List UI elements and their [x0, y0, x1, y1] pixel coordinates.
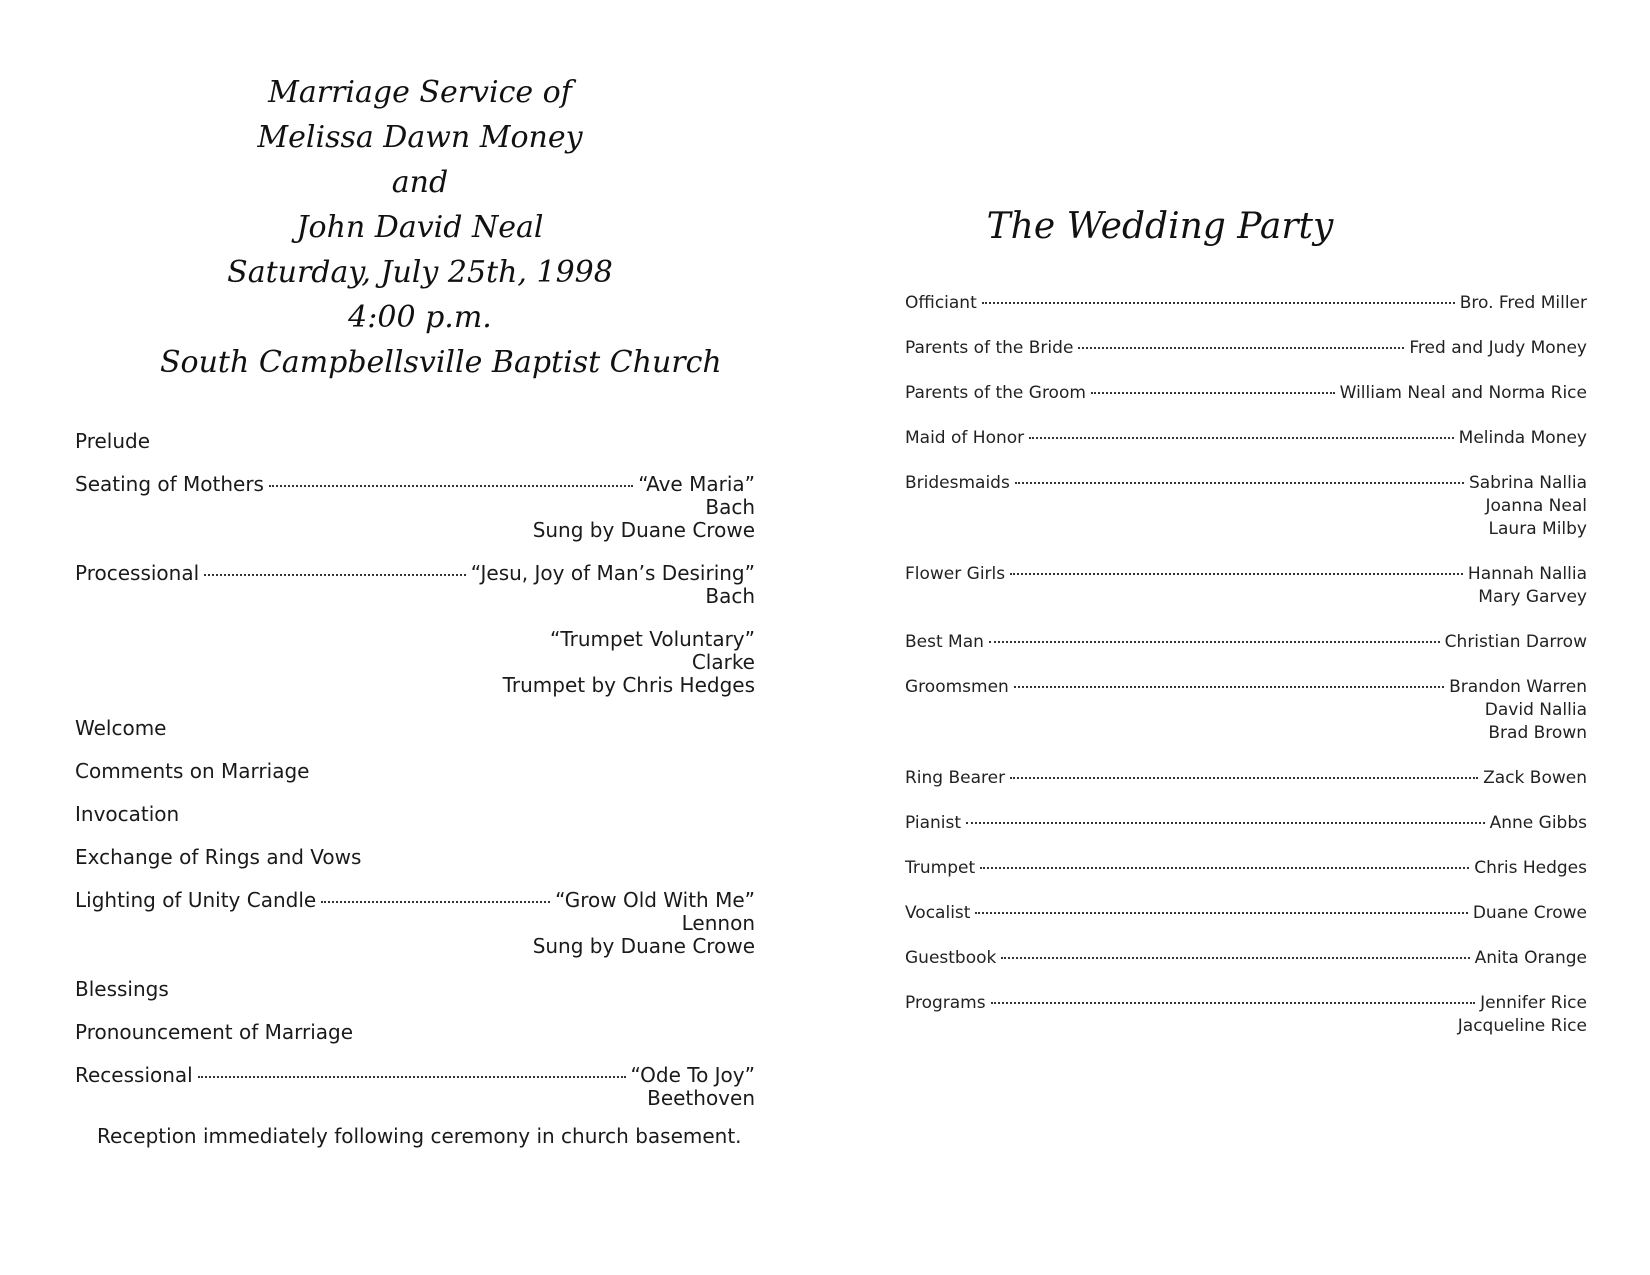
program-item-label: Recessional: [75, 1063, 193, 1087]
party-name: Jacqueline Rice: [1457, 1016, 1587, 1036]
party-role: Parents of the Groom: [905, 383, 1086, 403]
program-item-value: “Jesu, Joy of Man’s Desiring”: [470, 561, 755, 585]
dot-leader: [1010, 573, 1463, 575]
party-role: Officiant: [905, 293, 977, 313]
program-item: [75, 473, 755, 542]
program-item: [75, 717, 755, 740]
program-item-label: Lighting of Unity Candle: [75, 888, 317, 912]
party-item: [905, 472, 1587, 541]
party-name: Brad Brown: [1488, 723, 1587, 743]
program-item-label: Blessings: [75, 977, 169, 1001]
order-of-service: [75, 430, 755, 1148]
dot-leader: [1001, 957, 1469, 959]
program-item-label: Welcome: [75, 716, 167, 740]
party-name: Anne Gibbs: [1489, 813, 1587, 833]
party-role: Groomsmen: [905, 677, 1009, 697]
program-item: [75, 760, 755, 783]
party-name: Jennifer Rice: [1480, 993, 1587, 1013]
dot-leader: [1078, 347, 1404, 349]
party-role: Bridesmaids: [905, 473, 1010, 493]
header-line: 4:00 p.m.: [348, 300, 492, 335]
party-name: David Nallia: [1484, 700, 1587, 720]
party-item: [905, 947, 1587, 970]
party-item: [905, 563, 1587, 609]
party-name: Laura Milby: [1488, 519, 1587, 539]
party-item: [905, 631, 1587, 654]
party-role: Maid of Honor: [905, 428, 1025, 448]
party-name: Hannah Nallia: [1467, 564, 1587, 584]
party-name: William Neal and Norma Rice: [1339, 383, 1587, 403]
party-role: Parents of the Bride: [905, 338, 1074, 358]
dot-leader: [1015, 482, 1464, 484]
party-name: Bro. Fred Miller: [1459, 293, 1587, 313]
header-line: John David Neal: [296, 210, 544, 245]
program-item-detail: Bach: [705, 584, 755, 608]
program-item: [75, 628, 755, 697]
party-item: [905, 292, 1587, 315]
program-item: [75, 803, 755, 826]
party-name: Anita Orange: [1474, 948, 1587, 968]
dot-leader: [982, 302, 1455, 304]
dot-leader: [204, 574, 466, 576]
program-item-value: “Ave Maria”: [638, 472, 755, 496]
party-role: Guestbook: [905, 948, 997, 968]
program-item-label: Exchange of Rings and Vows: [75, 845, 362, 869]
header-line: South Campbellsville Baptist Church: [160, 345, 722, 380]
program-item-detail: Lennon: [681, 911, 755, 935]
reception-note: Reception immediately following ceremony in church basement.: [97, 1124, 742, 1148]
party-name: Joanna Neal: [1485, 496, 1587, 516]
dot-leader: [1091, 392, 1335, 394]
dot-leader: [980, 867, 1469, 869]
dot-leader: [966, 822, 1485, 824]
program-item: [75, 1064, 755, 1110]
wedding-party-title: The Wedding Party: [986, 206, 1334, 247]
dot-leader: [321, 901, 550, 903]
party-name: Chris Hedges: [1474, 858, 1587, 878]
header-line: and: [391, 165, 449, 200]
program-item: [75, 978, 755, 1001]
dot-leader: [1014, 686, 1444, 688]
program-item-detail: Sung by Duane Crowe: [532, 518, 755, 542]
program-item-detail: Sung by Duane Crowe: [532, 934, 755, 958]
program-item-detail: Beethoven: [647, 1086, 755, 1110]
party-item: [905, 427, 1587, 450]
program-item-detail: Bach: [705, 495, 755, 519]
program-item-label: Comments on Marriage: [75, 759, 310, 783]
program-item-value: “Ode To Joy”: [630, 1063, 755, 1087]
program-item-label: Prelude: [75, 429, 151, 453]
party-role: Trumpet: [905, 858, 976, 878]
program-item-detail: Clarke: [691, 650, 755, 674]
wedding-party-list: [905, 292, 1587, 1060]
party-item: [905, 676, 1587, 745]
party-item: [905, 902, 1587, 925]
program-item-label: Invocation: [75, 802, 180, 826]
party-role: Flower Girls: [905, 564, 1006, 584]
program-item: [75, 1021, 755, 1044]
party-name: Melinda Money: [1458, 428, 1587, 448]
party-item: [905, 337, 1587, 360]
header-line: Marriage Service of: [268, 75, 572, 110]
party-role: Ring Bearer: [905, 768, 1006, 788]
header-line: Melissa Dawn Money: [257, 120, 583, 155]
program-item: [75, 562, 755, 608]
party-name: Fred and Judy Money: [1409, 338, 1587, 358]
program-item-label: Processional: [75, 561, 200, 585]
dot-leader: [989, 641, 1440, 643]
party-name: Christian Darrow: [1444, 632, 1587, 652]
party-name: Mary Garvey: [1478, 587, 1587, 607]
dot-leader: [991, 1002, 1475, 1004]
party-name: Brandon Warren: [1449, 677, 1587, 697]
party-name: Duane Crowe: [1472, 903, 1587, 923]
program-item-label: Pronouncement of Marriage: [75, 1020, 354, 1044]
program-item-detail: Trumpet by Chris Hedges: [502, 673, 755, 697]
program-item: [75, 889, 755, 958]
program-item-label: Seating of Mothers: [75, 472, 264, 496]
party-role: Best Man: [905, 632, 984, 652]
program-item-detail: “Trumpet Voluntary”: [549, 627, 755, 651]
dot-leader: [198, 1076, 626, 1078]
dot-leader: [269, 485, 633, 487]
party-name: Sabrina Nallia: [1468, 473, 1587, 493]
party-item: [905, 857, 1587, 880]
dot-leader: [1029, 437, 1454, 439]
header-line: Saturday, July 25th, 1998: [227, 255, 613, 290]
wedding-party-panel: [830, 0, 1650, 1275]
program-item: [75, 846, 755, 869]
program-item: [75, 430, 755, 453]
party-item: [905, 382, 1587, 405]
party-name: Zack Bowen: [1483, 768, 1587, 788]
dot-leader: [975, 912, 1467, 914]
party-item: [905, 812, 1587, 835]
party-role: Pianist: [905, 813, 962, 833]
dot-leader: [1010, 777, 1478, 779]
service-header: [160, 70, 722, 385]
party-role: Programs: [905, 993, 986, 1013]
party-role: Vocalist: [905, 903, 971, 923]
program-item-value: “Grow Old With Me”: [555, 888, 755, 912]
party-item: [905, 992, 1587, 1038]
party-item: [905, 767, 1587, 790]
